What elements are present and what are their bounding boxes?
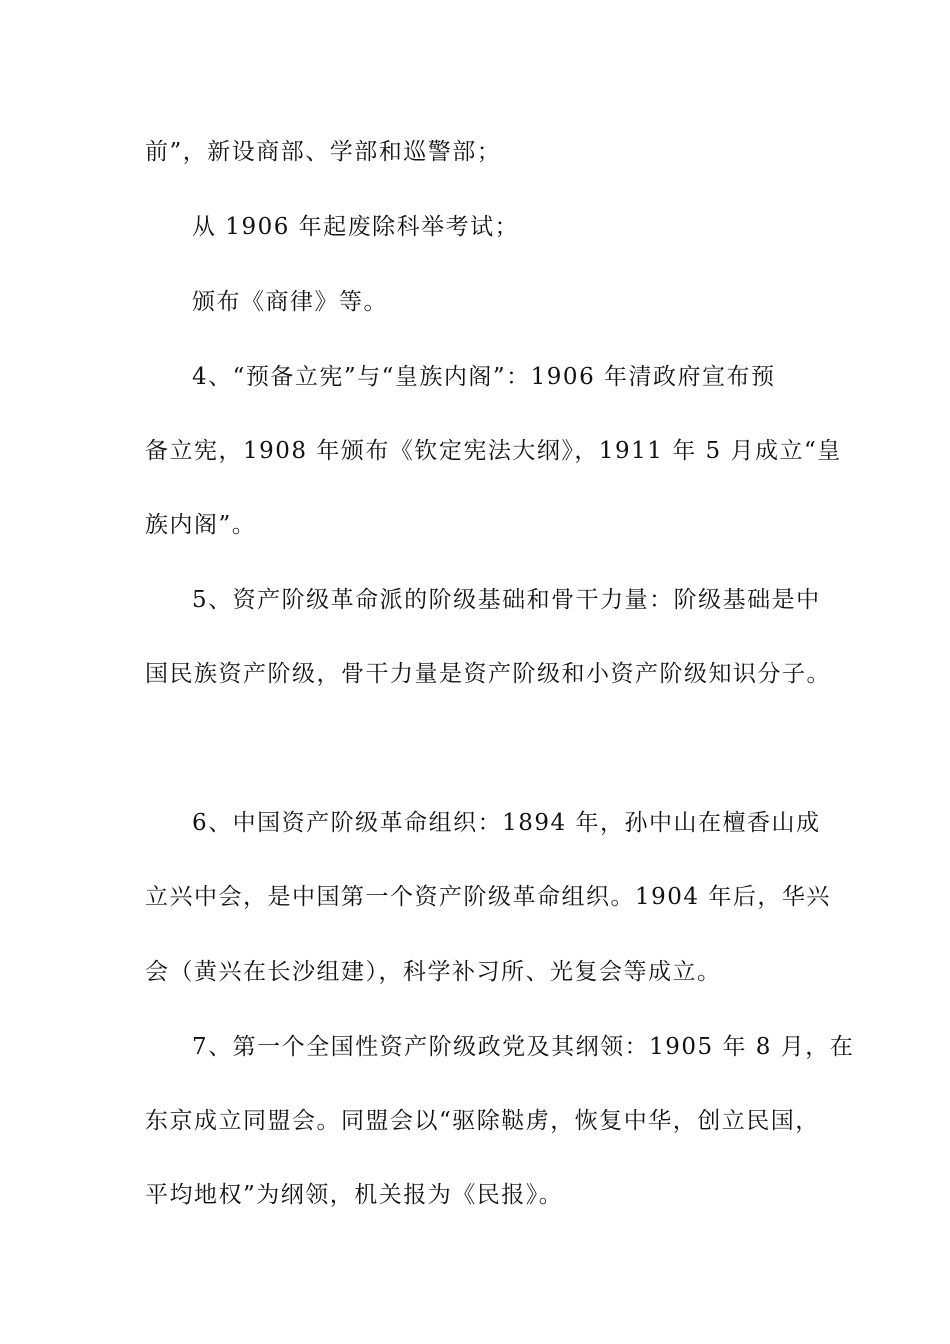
paragraph-7-line: 东京成立同盟会。同盟会以“驱除鞑虏，恢复中华，创立民国，	[145, 1108, 820, 1134]
paragraph-6-line: 6、中国资产阶级革命组织：1894 年，孙中山在檀香山成	[192, 810, 821, 836]
paragraph-4-line: 族内阁”。	[145, 512, 257, 538]
paragraph-4-line: 4、“预备立宪”与“皇族内阁”：1906 年清政府宣布预	[192, 364, 776, 390]
paragraph-6-line: 立兴中会，是中国第一个资产阶级革命组织。1904 年后，华兴	[145, 884, 831, 910]
paragraph-6-line: 会（黄兴在长沙组建），科学补习所、光复会等成立。	[145, 959, 722, 985]
text-line: 颁布《商律》等。	[192, 289, 388, 315]
paragraph-7-line: 7、第一个全国性资产阶级政党及其纲领：1905 年 8 月，在	[192, 1034, 855, 1060]
paragraph-5-line: 国民族资产阶级，骨干力量是资产阶级和小资产阶级知识分子。	[145, 661, 831, 687]
paragraph-5-line: 5、资产阶级革命派的阶级基础和骨干力量：阶级基础是中	[192, 587, 821, 613]
text-line: 从 1906 年起废除科举考试；	[192, 214, 520, 240]
paragraph-7-line: 平均地权”为纲领，机关报为《民报》。	[145, 1182, 564, 1208]
paragraph-4-line: 备立宪，1908 年颁布《钦定宪法大纲》，1911 年 5 月成立“皇	[145, 438, 842, 464]
text-line: 前”，新设商部、学部和巡警部；	[145, 139, 502, 165]
